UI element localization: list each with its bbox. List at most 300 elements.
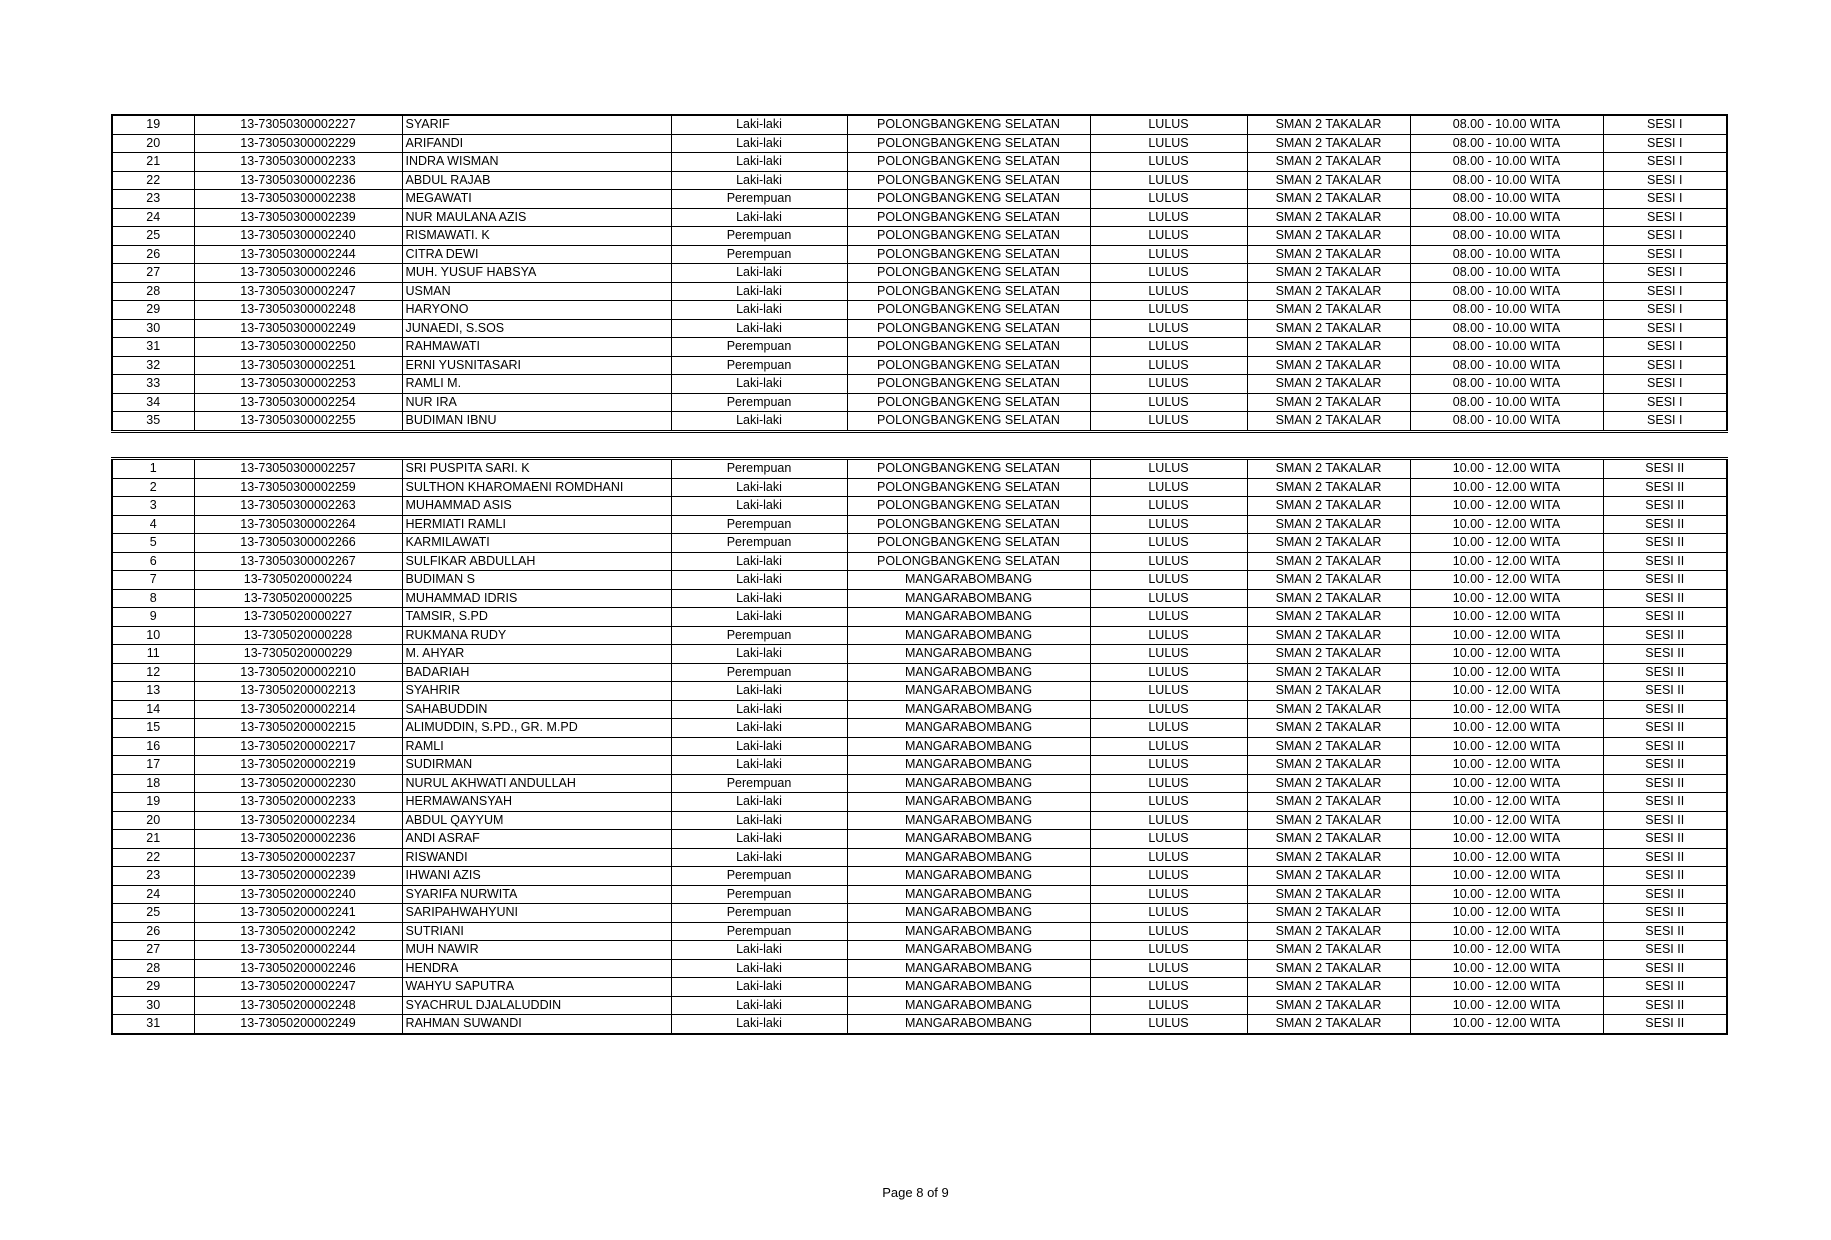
participant-name-cell: MUHAMMAD IDRIS <box>402 589 671 608</box>
row-number-cell: 27 <box>112 941 194 960</box>
exam-location-cell: SMAN 2 TAKALAR <box>1247 793 1410 812</box>
table-row <box>112 534 1727 553</box>
status-cell: LULUS <box>1090 830 1247 849</box>
status-cell: LULUS <box>1090 626 1247 645</box>
status-cell: LULUS <box>1090 904 1247 923</box>
table-row <box>112 996 1727 1015</box>
exam-time-cell: 10.00 - 12.00 WITA <box>1410 719 1603 738</box>
session-cell: SESI II <box>1603 497 1727 516</box>
participant-id-cell: 13-73050200002233 <box>194 793 402 812</box>
table-row <box>112 589 1727 608</box>
status-cell: LULUS <box>1090 737 1247 756</box>
status-cell: LULUS <box>1090 459 1247 479</box>
status-cell: LULUS <box>1090 319 1247 338</box>
table-row <box>112 774 1727 793</box>
exam-time-cell: 10.00 - 12.00 WITA <box>1410 608 1603 627</box>
participant-name-cell: RISWANDI <box>402 848 671 867</box>
table-row <box>112 478 1727 497</box>
row-number-cell: 26 <box>112 245 194 264</box>
participant-id-cell: 13-7305020000227 <box>194 608 402 627</box>
district-cell: MANGARABOMBANG <box>847 830 1090 849</box>
table-body <box>112 115 1727 431</box>
exam-time-cell: 08.00 - 10.00 WITA <box>1410 301 1603 320</box>
row-number-cell: 9 <box>112 608 194 627</box>
participant-id-cell: 13-73050200002242 <box>194 922 402 941</box>
exam-time-cell: 10.00 - 12.00 WITA <box>1410 978 1603 997</box>
participant-name-cell: SYACHRUL DJALALUDDIN <box>402 996 671 1015</box>
session-cell: SESI I <box>1603 264 1727 283</box>
exam-time-cell: 10.00 - 12.00 WITA <box>1410 1015 1603 1034</box>
page-number: Page 8 of 9 <box>882 1185 949 1200</box>
participant-name-cell: SYAHRIR <box>402 682 671 701</box>
exam-location-cell: SMAN 2 TAKALAR <box>1247 811 1410 830</box>
exam-time-cell: 10.00 - 12.00 WITA <box>1410 571 1603 590</box>
participant-name-cell: ALIMUDDIN, S.PD., GR. M.PD <box>402 719 671 738</box>
row-number-cell: 15 <box>112 719 194 738</box>
participant-name-cell: JUNAEDI, S.SOS <box>402 319 671 338</box>
table-row <box>112 848 1727 867</box>
status-cell: LULUS <box>1090 412 1247 432</box>
session-cell: SESI II <box>1603 459 1727 479</box>
participant-id-cell: 13-7305020000224 <box>194 571 402 590</box>
exam-time-cell: 10.00 - 12.00 WITA <box>1410 830 1603 849</box>
session-cell: SESI II <box>1603 645 1727 664</box>
participant-name-cell: BUDIMAN S <box>402 571 671 590</box>
participant-name-cell: RAHMAN SUWANDI <box>402 1015 671 1034</box>
district-cell: POLONGBANGKENG SELATAN <box>847 115 1090 134</box>
participant-name-cell: HENDRA <box>402 959 671 978</box>
participant-id-cell: 13-73050200002215 <box>194 719 402 738</box>
participant-name-cell: CITRA DEWI <box>402 245 671 264</box>
exam-time-cell: 10.00 - 12.00 WITA <box>1410 959 1603 978</box>
participant-id-cell: 13-73050200002213 <box>194 682 402 701</box>
exam-location-cell: SMAN 2 TAKALAR <box>1247 904 1410 923</box>
district-cell: POLONGBANGKENG SELATAN <box>847 338 1090 357</box>
gender-cell: Laki-laki <box>671 375 847 394</box>
exam-time-cell: 10.00 - 12.00 WITA <box>1410 626 1603 645</box>
participant-id-cell: 13-73050300002239 <box>194 208 402 227</box>
gender-cell: Laki-laki <box>671 497 847 516</box>
session-cell: SESI II <box>1603 515 1727 534</box>
exam-time-cell: 08.00 - 10.00 WITA <box>1410 134 1603 153</box>
district-cell: POLONGBANGKENG SELATAN <box>847 301 1090 320</box>
status-cell: LULUS <box>1090 375 1247 394</box>
exam-location-cell: SMAN 2 TAKALAR <box>1247 338 1410 357</box>
participant-name-cell: MUH. YUSUF HABSYA <box>402 264 671 283</box>
gender-cell: Laki-laki <box>671 282 847 301</box>
gender-cell: Laki-laki <box>671 848 847 867</box>
exam-time-cell: 10.00 - 12.00 WITA <box>1410 756 1603 775</box>
row-number-cell: 19 <box>112 793 194 812</box>
table-row <box>112 153 1727 172</box>
participant-id-cell: 13-7305020000229 <box>194 645 402 664</box>
participant-name-cell: KARMILAWATI <box>402 534 671 553</box>
session-cell: SESI II <box>1603 700 1727 719</box>
participant-id-cell: 13-73050300002254 <box>194 393 402 412</box>
session-cell: SESI I <box>1603 171 1727 190</box>
exam-time-cell: 08.00 - 10.00 WITA <box>1410 412 1603 432</box>
district-cell: MANGARABOMBANG <box>847 996 1090 1015</box>
row-number-cell: 8 <box>112 589 194 608</box>
gender-cell: Laki-laki <box>671 978 847 997</box>
participant-name-cell: INDRA WISMAN <box>402 153 671 172</box>
participant-name-cell: HERMAWANSYAH <box>402 793 671 812</box>
gender-cell: Laki-laki <box>671 301 847 320</box>
exam-location-cell: SMAN 2 TAKALAR <box>1247 552 1410 571</box>
table-row <box>112 904 1727 923</box>
session-cell: SESI II <box>1603 478 1727 497</box>
district-cell: POLONGBANGKENG SELATAN <box>847 190 1090 209</box>
participant-name-cell: SUTRIANI <box>402 922 671 941</box>
session-cell: SESI I <box>1603 153 1727 172</box>
row-number-cell: 1 <box>112 459 194 479</box>
exam-time-cell: 10.00 - 12.00 WITA <box>1410 737 1603 756</box>
participant-id-cell: 13-73050200002210 <box>194 663 402 682</box>
gender-cell: Perempuan <box>671 515 847 534</box>
table-row <box>112 393 1727 412</box>
exam-location-cell: SMAN 2 TAKALAR <box>1247 626 1410 645</box>
district-cell: POLONGBANGKENG SELATAN <box>847 393 1090 412</box>
table-row <box>112 552 1727 571</box>
row-number-cell: 23 <box>112 867 194 886</box>
district-cell: MANGARABOMBANG <box>847 737 1090 756</box>
exam-location-cell: SMAN 2 TAKALAR <box>1247 867 1410 886</box>
participant-id-cell: 13-73050200002217 <box>194 737 402 756</box>
exam-time-cell: 10.00 - 12.00 WITA <box>1410 774 1603 793</box>
district-cell: POLONGBANGKENG SELATAN <box>847 134 1090 153</box>
row-number-cell: 12 <box>112 663 194 682</box>
participant-name-cell: SYARIF <box>402 115 671 134</box>
exam-time-cell: 08.00 - 10.00 WITA <box>1410 227 1603 246</box>
exam-time-cell: 08.00 - 10.00 WITA <box>1410 356 1603 375</box>
row-number-cell: 3 <box>112 497 194 516</box>
participant-id-cell: 13-73050300002248 <box>194 301 402 320</box>
row-number-cell: 21 <box>112 153 194 172</box>
session-cell: SESI II <box>1603 626 1727 645</box>
participant-id-cell: 13-73050300002266 <box>194 534 402 553</box>
status-cell: LULUS <box>1090 515 1247 534</box>
gender-cell: Perempuan <box>671 885 847 904</box>
exam-time-cell: 10.00 - 12.00 WITA <box>1410 515 1603 534</box>
status-cell: LULUS <box>1090 996 1247 1015</box>
row-number-cell: 14 <box>112 700 194 719</box>
session-cell: SESI II <box>1603 922 1727 941</box>
row-number-cell: 17 <box>112 756 194 775</box>
participant-id-cell: 13-73050200002236 <box>194 830 402 849</box>
status-cell: LULUS <box>1090 959 1247 978</box>
participant-id-cell: 13-73050300002253 <box>194 375 402 394</box>
district-cell: MANGARABOMBANG <box>847 571 1090 590</box>
table-row <box>112 811 1727 830</box>
row-number-cell: 11 <box>112 645 194 664</box>
participant-id-cell: 13-73050200002244 <box>194 941 402 960</box>
participant-name-cell: WAHYU SAPUTRA <box>402 978 671 997</box>
district-cell: POLONGBANGKENG SELATAN <box>847 282 1090 301</box>
exam-location-cell: SMAN 2 TAKALAR <box>1247 264 1410 283</box>
participant-name-cell: RUKMANA RUDY <box>402 626 671 645</box>
row-number-cell: 28 <box>112 959 194 978</box>
row-number-cell: 25 <box>112 227 194 246</box>
participant-id-cell: 13-73050300002251 <box>194 356 402 375</box>
row-number-cell: 2 <box>112 478 194 497</box>
exam-location-cell: SMAN 2 TAKALAR <box>1247 996 1410 1015</box>
participant-id-cell: 13-73050300002257 <box>194 459 402 479</box>
exam-time-cell: 10.00 - 12.00 WITA <box>1410 885 1603 904</box>
exam-location-cell: SMAN 2 TAKALAR <box>1247 515 1410 534</box>
table-row <box>112 978 1727 997</box>
table-row <box>112 497 1727 516</box>
session-cell: SESI I <box>1603 245 1727 264</box>
participant-id-cell: 13-73050200002246 <box>194 959 402 978</box>
session-cell: SESI II <box>1603 941 1727 960</box>
session-cell: SESI I <box>1603 319 1727 338</box>
gender-cell: Laki-laki <box>671 608 847 627</box>
status-cell: LULUS <box>1090 115 1247 134</box>
district-cell: MANGARABOMBANG <box>847 848 1090 867</box>
row-number-cell: 23 <box>112 190 194 209</box>
table-row <box>112 282 1727 301</box>
row-number-cell: 28 <box>112 282 194 301</box>
district-cell: MANGARABOMBANG <box>847 904 1090 923</box>
gender-cell: Laki-laki <box>671 208 847 227</box>
exam-location-cell: SMAN 2 TAKALAR <box>1247 941 1410 960</box>
participant-id-cell: 13-73050300002250 <box>194 338 402 357</box>
exam-location-cell: SMAN 2 TAKALAR <box>1247 356 1410 375</box>
status-cell: LULUS <box>1090 393 1247 412</box>
exam-time-cell: 10.00 - 12.00 WITA <box>1410 682 1603 701</box>
district-cell: POLONGBANGKENG SELATAN <box>847 356 1090 375</box>
session-cell: SESI I <box>1603 356 1727 375</box>
table-row <box>112 682 1727 701</box>
gender-cell: Perempuan <box>671 393 847 412</box>
participant-name-cell: M. AHYAR <box>402 645 671 664</box>
row-number-cell: 34 <box>112 393 194 412</box>
exam-location-cell: SMAN 2 TAKALAR <box>1247 608 1410 627</box>
session-cell: SESI II <box>1603 904 1727 923</box>
exam-location-cell: SMAN 2 TAKALAR <box>1247 393 1410 412</box>
row-number-cell: 31 <box>112 1015 194 1034</box>
gender-cell: Perempuan <box>671 190 847 209</box>
gender-cell: Laki-laki <box>671 645 847 664</box>
participant-name-cell: ERNI YUSNITASARI <box>402 356 671 375</box>
district-cell: POLONGBANGKENG SELATAN <box>847 171 1090 190</box>
table-row <box>112 301 1727 320</box>
gender-cell: Laki-laki <box>671 412 847 432</box>
table-row <box>112 412 1727 432</box>
table-row <box>112 515 1727 534</box>
status-cell: LULUS <box>1090 848 1247 867</box>
exam-location-cell: SMAN 2 TAKALAR <box>1247 756 1410 775</box>
row-number-cell: 5 <box>112 534 194 553</box>
exam-time-cell: 08.00 - 10.00 WITA <box>1410 264 1603 283</box>
status-cell: LULUS <box>1090 190 1247 209</box>
gender-cell: Perempuan <box>671 338 847 357</box>
participant-id-cell: 13-73050200002230 <box>194 774 402 793</box>
status-cell: LULUS <box>1090 534 1247 553</box>
gender-cell: Laki-laki <box>671 153 847 172</box>
participant-name-cell: HERMIATI RAMLI <box>402 515 671 534</box>
exam-location-cell: SMAN 2 TAKALAR <box>1247 227 1410 246</box>
participant-name-cell: MUHAMMAD ASIS <box>402 497 671 516</box>
gender-cell: Laki-laki <box>671 134 847 153</box>
exam-location-cell: SMAN 2 TAKALAR <box>1247 412 1410 432</box>
district-cell: MANGARABOMBANG <box>847 700 1090 719</box>
participant-id-cell: 13-73050200002240 <box>194 885 402 904</box>
exam-location-cell: SMAN 2 TAKALAR <box>1247 190 1410 209</box>
status-cell: LULUS <box>1090 208 1247 227</box>
session-cell: SESI I <box>1603 190 1727 209</box>
row-number-cell: 19 <box>112 115 194 134</box>
table-row <box>112 719 1727 738</box>
exam-time-cell: 10.00 - 12.00 WITA <box>1410 922 1603 941</box>
exam-time-cell: 10.00 - 12.00 WITA <box>1410 811 1603 830</box>
gender-cell: Laki-laki <box>671 552 847 571</box>
table-row <box>112 737 1727 756</box>
exam-location-cell: SMAN 2 TAKALAR <box>1247 282 1410 301</box>
exam-time-cell: 10.00 - 12.00 WITA <box>1410 497 1603 516</box>
exam-time-cell: 08.00 - 10.00 WITA <box>1410 115 1603 134</box>
district-cell: POLONGBANGKENG SELATAN <box>847 478 1090 497</box>
row-number-cell: 20 <box>112 134 194 153</box>
session-cell: SESI I <box>1603 282 1727 301</box>
status-cell: LULUS <box>1090 171 1247 190</box>
table-row <box>112 171 1727 190</box>
participant-id-cell: 13-73050200002248 <box>194 996 402 1015</box>
exam-location-cell: SMAN 2 TAKALAR <box>1247 301 1410 320</box>
table-row <box>112 793 1727 812</box>
exam-location-cell: SMAN 2 TAKALAR <box>1247 245 1410 264</box>
participant-id-cell: 13-73050300002263 <box>194 497 402 516</box>
session-cell: SESI II <box>1603 885 1727 904</box>
session-cell: SESI I <box>1603 134 1727 153</box>
participant-id-cell: 13-73050200002234 <box>194 811 402 830</box>
participant-name-cell: SAHABUDDIN <box>402 700 671 719</box>
row-number-cell: 10 <box>112 626 194 645</box>
status-cell: LULUS <box>1090 356 1247 375</box>
status-cell: LULUS <box>1090 719 1247 738</box>
status-cell: LULUS <box>1090 941 1247 960</box>
exam-time-cell: 08.00 - 10.00 WITA <box>1410 338 1603 357</box>
participant-name-cell: NURUL AKHWATI ANDULLAH <box>402 774 671 793</box>
row-number-cell: 22 <box>112 171 194 190</box>
participant-name-cell: ANDI ASRAF <box>402 830 671 849</box>
table-row <box>112 227 1727 246</box>
status-cell: LULUS <box>1090 978 1247 997</box>
session-cell: SESI II <box>1603 978 1727 997</box>
district-cell: MANGARABOMBANG <box>847 978 1090 997</box>
table-row <box>112 459 1727 479</box>
table-row <box>112 1015 1727 1034</box>
gender-cell: Laki-laki <box>671 811 847 830</box>
gender-cell: Laki-laki <box>671 793 847 812</box>
exam-location-cell: SMAN 2 TAKALAR <box>1247 534 1410 553</box>
row-number-cell: 32 <box>112 356 194 375</box>
exam-time-cell: 10.00 - 12.00 WITA <box>1410 904 1603 923</box>
row-number-cell: 31 <box>112 338 194 357</box>
exam-location-cell: SMAN 2 TAKALAR <box>1247 571 1410 590</box>
district-cell: POLONGBANGKENG SELATAN <box>847 264 1090 283</box>
participant-id-cell: 13-73050200002247 <box>194 978 402 997</box>
row-number-cell: 35 <box>112 412 194 432</box>
participant-name-cell: RISMAWATI. K <box>402 227 671 246</box>
participant-name-cell: SRI PUSPITA SARI. K <box>402 459 671 479</box>
participant-id-cell: 13-7305020000228 <box>194 626 402 645</box>
exam-time-cell: 10.00 - 12.00 WITA <box>1410 996 1603 1015</box>
session-cell: SESI II <box>1603 1015 1727 1034</box>
row-number-cell: 33 <box>112 375 194 394</box>
gender-cell: Laki-laki <box>671 941 847 960</box>
exam-time-cell: 08.00 - 10.00 WITA <box>1410 171 1603 190</box>
exam-time-cell: 10.00 - 12.00 WITA <box>1410 552 1603 571</box>
participant-name-cell: ABDUL RAJAB <box>402 171 671 190</box>
participant-id-cell: 13-73050300002240 <box>194 227 402 246</box>
gender-cell: Laki-laki <box>671 737 847 756</box>
exam-time-cell: 08.00 - 10.00 WITA <box>1410 153 1603 172</box>
participant-id-cell: 13-73050300002246 <box>194 264 402 283</box>
gender-cell: Laki-laki <box>671 171 847 190</box>
participant-id-cell: 13-73050300002264 <box>194 515 402 534</box>
participants-table-sesi-2 <box>111 457 1728 1035</box>
status-cell: LULUS <box>1090 682 1247 701</box>
status-cell: LULUS <box>1090 301 1247 320</box>
gender-cell: Laki-laki <box>671 1015 847 1034</box>
row-number-cell: 7 <box>112 571 194 590</box>
district-cell: MANGARABOMBANG <box>847 663 1090 682</box>
district-cell: POLONGBANGKENG SELATAN <box>847 552 1090 571</box>
participant-id-cell: 13-73050300002244 <box>194 245 402 264</box>
gender-cell: Laki-laki <box>671 830 847 849</box>
district-cell: MANGARABOMBANG <box>847 756 1090 775</box>
status-cell: LULUS <box>1090 264 1247 283</box>
exam-location-cell: SMAN 2 TAKALAR <box>1247 589 1410 608</box>
participant-id-cell: 13-73050200002239 <box>194 867 402 886</box>
status-cell: LULUS <box>1090 1015 1247 1034</box>
participant-name-cell: MEGAWATI <box>402 190 671 209</box>
participant-name-cell: TAMSIR, S.PD <box>402 608 671 627</box>
participant-id-cell: 13-73050300002233 <box>194 153 402 172</box>
row-number-cell: 27 <box>112 264 194 283</box>
participant-id-cell: 13-73050200002237 <box>194 848 402 867</box>
table-row <box>112 867 1727 886</box>
district-cell: POLONGBANGKENG SELATAN <box>847 534 1090 553</box>
participant-id-cell: 13-73050200002214 <box>194 700 402 719</box>
participant-name-cell: SULTHON KHAROMAENI ROMDHANI <box>402 478 671 497</box>
session-cell: SESI II <box>1603 830 1727 849</box>
gender-cell: Laki-laki <box>671 319 847 338</box>
session-cell: SESI II <box>1603 737 1727 756</box>
table-row <box>112 941 1727 960</box>
participant-name-cell: ARIFANDI <box>402 134 671 153</box>
exam-time-cell: 10.00 - 12.00 WITA <box>1410 700 1603 719</box>
gender-cell: Laki-laki <box>671 682 847 701</box>
row-number-cell: 4 <box>112 515 194 534</box>
row-number-cell: 18 <box>112 774 194 793</box>
table-row <box>112 626 1727 645</box>
row-number-cell: 20 <box>112 811 194 830</box>
participant-name-cell: SYARIFA NURWITA <box>402 885 671 904</box>
exam-location-cell: SMAN 2 TAKALAR <box>1247 848 1410 867</box>
exam-time-cell: 10.00 - 12.00 WITA <box>1410 663 1603 682</box>
status-cell: LULUS <box>1090 497 1247 516</box>
gender-cell: Laki-laki <box>671 959 847 978</box>
table-row <box>112 922 1727 941</box>
exam-time-cell: 08.00 - 10.00 WITA <box>1410 319 1603 338</box>
exam-time-cell: 08.00 - 10.00 WITA <box>1410 393 1603 412</box>
participant-name-cell: USMAN <box>402 282 671 301</box>
table-row <box>112 338 1727 357</box>
gender-cell: Perempuan <box>671 356 847 375</box>
status-cell: LULUS <box>1090 478 1247 497</box>
